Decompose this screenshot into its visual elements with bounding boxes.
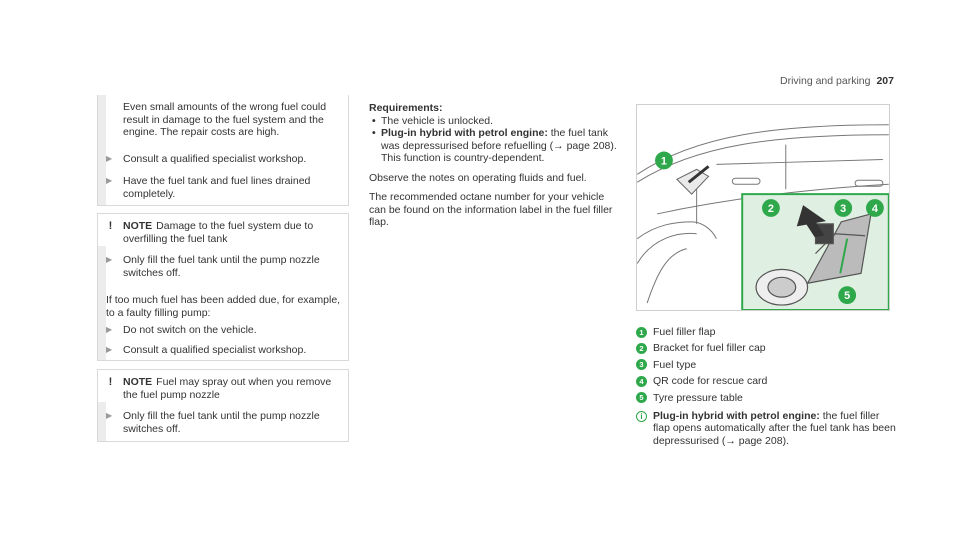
requirement-text: the fuel tank was depressurised before refuelling (→ page 208). This function is country-dependent.: [381, 127, 617, 164]
info-label: Plug-in hybrid with petrol engine:: [653, 409, 820, 422]
overfill-condition: If too much fuel has been added due, for example, to a faulty filling pump:: [106, 294, 341, 319]
notice-text: Fuel may spray out when you remove the fuel pump nozzle: [123, 376, 332, 401]
callout-badge: 2: [636, 343, 647, 354]
requirements-section: [369, 102, 619, 229]
legend-label: Tyre pressure table: [653, 391, 743, 404]
legend-item: [636, 373, 896, 389]
callout-badge: 5: [636, 392, 647, 403]
notice-box-fuel-spray: [97, 369, 349, 442]
step-item: ▶ Consult a qualified specialist workshop.: [106, 344, 307, 356]
svg-text:5: 5: [844, 290, 851, 303]
section-title: Driving and parking: [780, 75, 871, 87]
page-number: 207: [876, 75, 894, 87]
info-note: [636, 410, 896, 448]
svg-text:2: 2: [767, 202, 774, 215]
step-item: ▶ Do not switch on the vehicle.: [106, 324, 257, 336]
bullet-icon: •: [372, 114, 376, 127]
legend-item: [636, 357, 896, 373]
wrong-fuel-intro: Even small amounts of the wrong fuel could result in damage to the fuel system and the engine. The repair costs are high.: [123, 101, 327, 138]
exclamation-icon: !: [108, 376, 113, 388]
arrow-right-icon: ▶: [106, 255, 113, 264]
step-item: ▶ Have the fuel tank and fuel lines drained completely.: [106, 175, 311, 200]
box-side-bar: [98, 246, 106, 360]
arrow-right-icon: ▶: [106, 411, 113, 420]
svg-text:3: 3: [840, 202, 847, 215]
requirement-label: Plug-in hybrid with petrol engine:: [381, 127, 548, 139]
arrow-right-icon: ▶: [106, 325, 113, 334]
step-item: ▶ Only fill the fuel tank until the pump nozzle switches off.: [106, 254, 320, 279]
figure-legend: [636, 324, 896, 447]
arrow-right-icon: ▶: [106, 345, 113, 354]
box-side-bar: [98, 402, 106, 441]
legend-item: [636, 390, 896, 406]
callout-badge: 1: [636, 327, 647, 338]
arrow-right-icon: ▶: [106, 176, 113, 185]
notice-heading: [98, 220, 342, 245]
info-icon: i: [636, 411, 647, 422]
legend-label: QR code for rescue card: [653, 375, 768, 388]
requirement-item: [369, 127, 619, 165]
step-item: ▶ Consult a qualified specialist workshop.: [106, 153, 307, 165]
octane-note: The recommended octane number for your vehicle can be found on the information label in the fuel filler flap.: [369, 191, 613, 228]
page-header: [780, 75, 894, 88]
exclamation-icon: !: [108, 220, 113, 232]
callout-badge: 4: [636, 376, 647, 387]
box-side-bar: [98, 95, 106, 205]
legend-label: Bracket for fuel filler cap: [653, 342, 766, 355]
legend-item: [636, 340, 896, 356]
notice-box-overfilling: [97, 213, 349, 361]
fuel-flap-small-icon: [677, 169, 709, 194]
legend-label: Fuel type: [653, 358, 697, 371]
bullet-icon: •: [372, 127, 376, 139]
svg-text:4: 4: [871, 202, 878, 215]
warning-box-wrong-fuel: [97, 95, 349, 206]
step-item: ▶ Only fill the fuel tank until the pump nozzle switches off.: [106, 410, 320, 435]
callout-badge: 3: [636, 359, 647, 370]
notice-text: Damage to the fuel system due to overfilling the fuel tank: [123, 220, 314, 245]
requirements-title: Requirements:: [369, 102, 443, 114]
notice-heading: [98, 376, 342, 401]
requirement-item: • The vehicle is unlocked.: [369, 115, 619, 128]
notice-label: NOTE: [123, 376, 153, 388]
operating-fluids-note: Observe the notes on operating fluids and fuel.: [369, 171, 587, 184]
info-text: the fuel filler flap opens automatically after the fuel tank has been depressurised (→ page 208).: [653, 409, 896, 447]
svg-text:1: 1: [660, 155, 667, 168]
legend-item: [636, 324, 896, 340]
arrow-right-icon: ▶: [106, 154, 113, 163]
notice-label: NOTE: [123, 220, 153, 232]
legend-label: Fuel filler flap: [653, 325, 716, 338]
fuel-filler-illustration: [636, 104, 890, 311]
